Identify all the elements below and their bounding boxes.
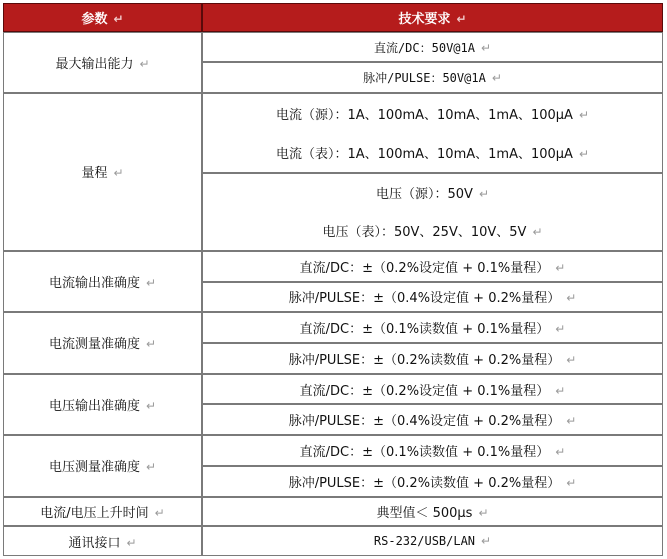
voltage-measure-pulse: 脉冲/PULSE：±（0.2%读数值 + 0.2%量程） ↵: [202, 466, 663, 497]
voltage-measure-dc: 直流/DC：±（0.1%读数值 + 0.1%量程） ↵: [202, 435, 663, 466]
current-output-pulse: 脉冲/PULSE：±（0.4%设定值 + 0.2%量程） ↵: [202, 282, 663, 313]
current-measure-pulse: 脉冲/PULSE：±（0.2%读数值 + 0.2%量程） ↵: [202, 343, 663, 374]
row-label-rise-time: 电流/电压上升时间 ↵: [3, 497, 202, 527]
range-voltage: [202, 173, 663, 251]
row-label-comm: 通讯接口 ↵: [3, 526, 202, 556]
current-measure-dc: 直流/DC：±（0.1%读数值 + 0.1%量程） ↵: [202, 312, 663, 343]
row-label-current-measure: 电流测量准确度 ↵: [3, 312, 202, 373]
row-label-current-output: 电流输出准确度 ↵: [3, 251, 202, 312]
voltage-output-dc: 直流/DC：±（0.2%设定值 + 0.1%量程） ↵: [202, 374, 663, 405]
spec-table: [3, 3, 663, 556]
voltage-output-pulse: 脉冲/PULSE：±（0.4%设定值 + 0.2%量程） ↵: [202, 404, 663, 435]
rise-time-value: 典型值＜ 500μs ↵: [202, 497, 663, 527]
range-current-meter: 电流（表）：1A、100mA、10mA、1mA、100μA ↵: [276, 147, 589, 163]
row-label-voltage-measure: 电压测量准确度 ↵: [3, 435, 202, 496]
row-label-max-output: 最大输出能力 ↵: [3, 32, 202, 93]
max-output-dc: 直流/DC：50V@1A ↵: [202, 32, 663, 63]
row-label-voltage-output: 电压输出准确度 ↵: [3, 374, 202, 435]
range-current: [202, 93, 663, 173]
header-spec: 技术要求 ↵: [202, 3, 663, 32]
max-output-pulse: 脉冲/PULSE：50V@1A ↵: [202, 62, 663, 93]
comm-value: RS-232/USB/LAN ↵: [202, 526, 663, 556]
range-current-source: 电流（源）：1A、100mA、10mA、1mA、100μA ↵: [276, 108, 589, 124]
range-voltage-meter: 电压（表）：50V、25V、10V、5V ↵: [322, 225, 543, 241]
range-voltage-source: 电压（源）：50V ↵: [376, 187, 489, 203]
current-output-dc: 直流/DC：±（0.2%设定值 + 0.1%量程） ↵: [202, 251, 663, 282]
row-label-range: 量程 ↵: [3, 93, 202, 251]
header-param: 参数 ↵: [3, 3, 202, 32]
